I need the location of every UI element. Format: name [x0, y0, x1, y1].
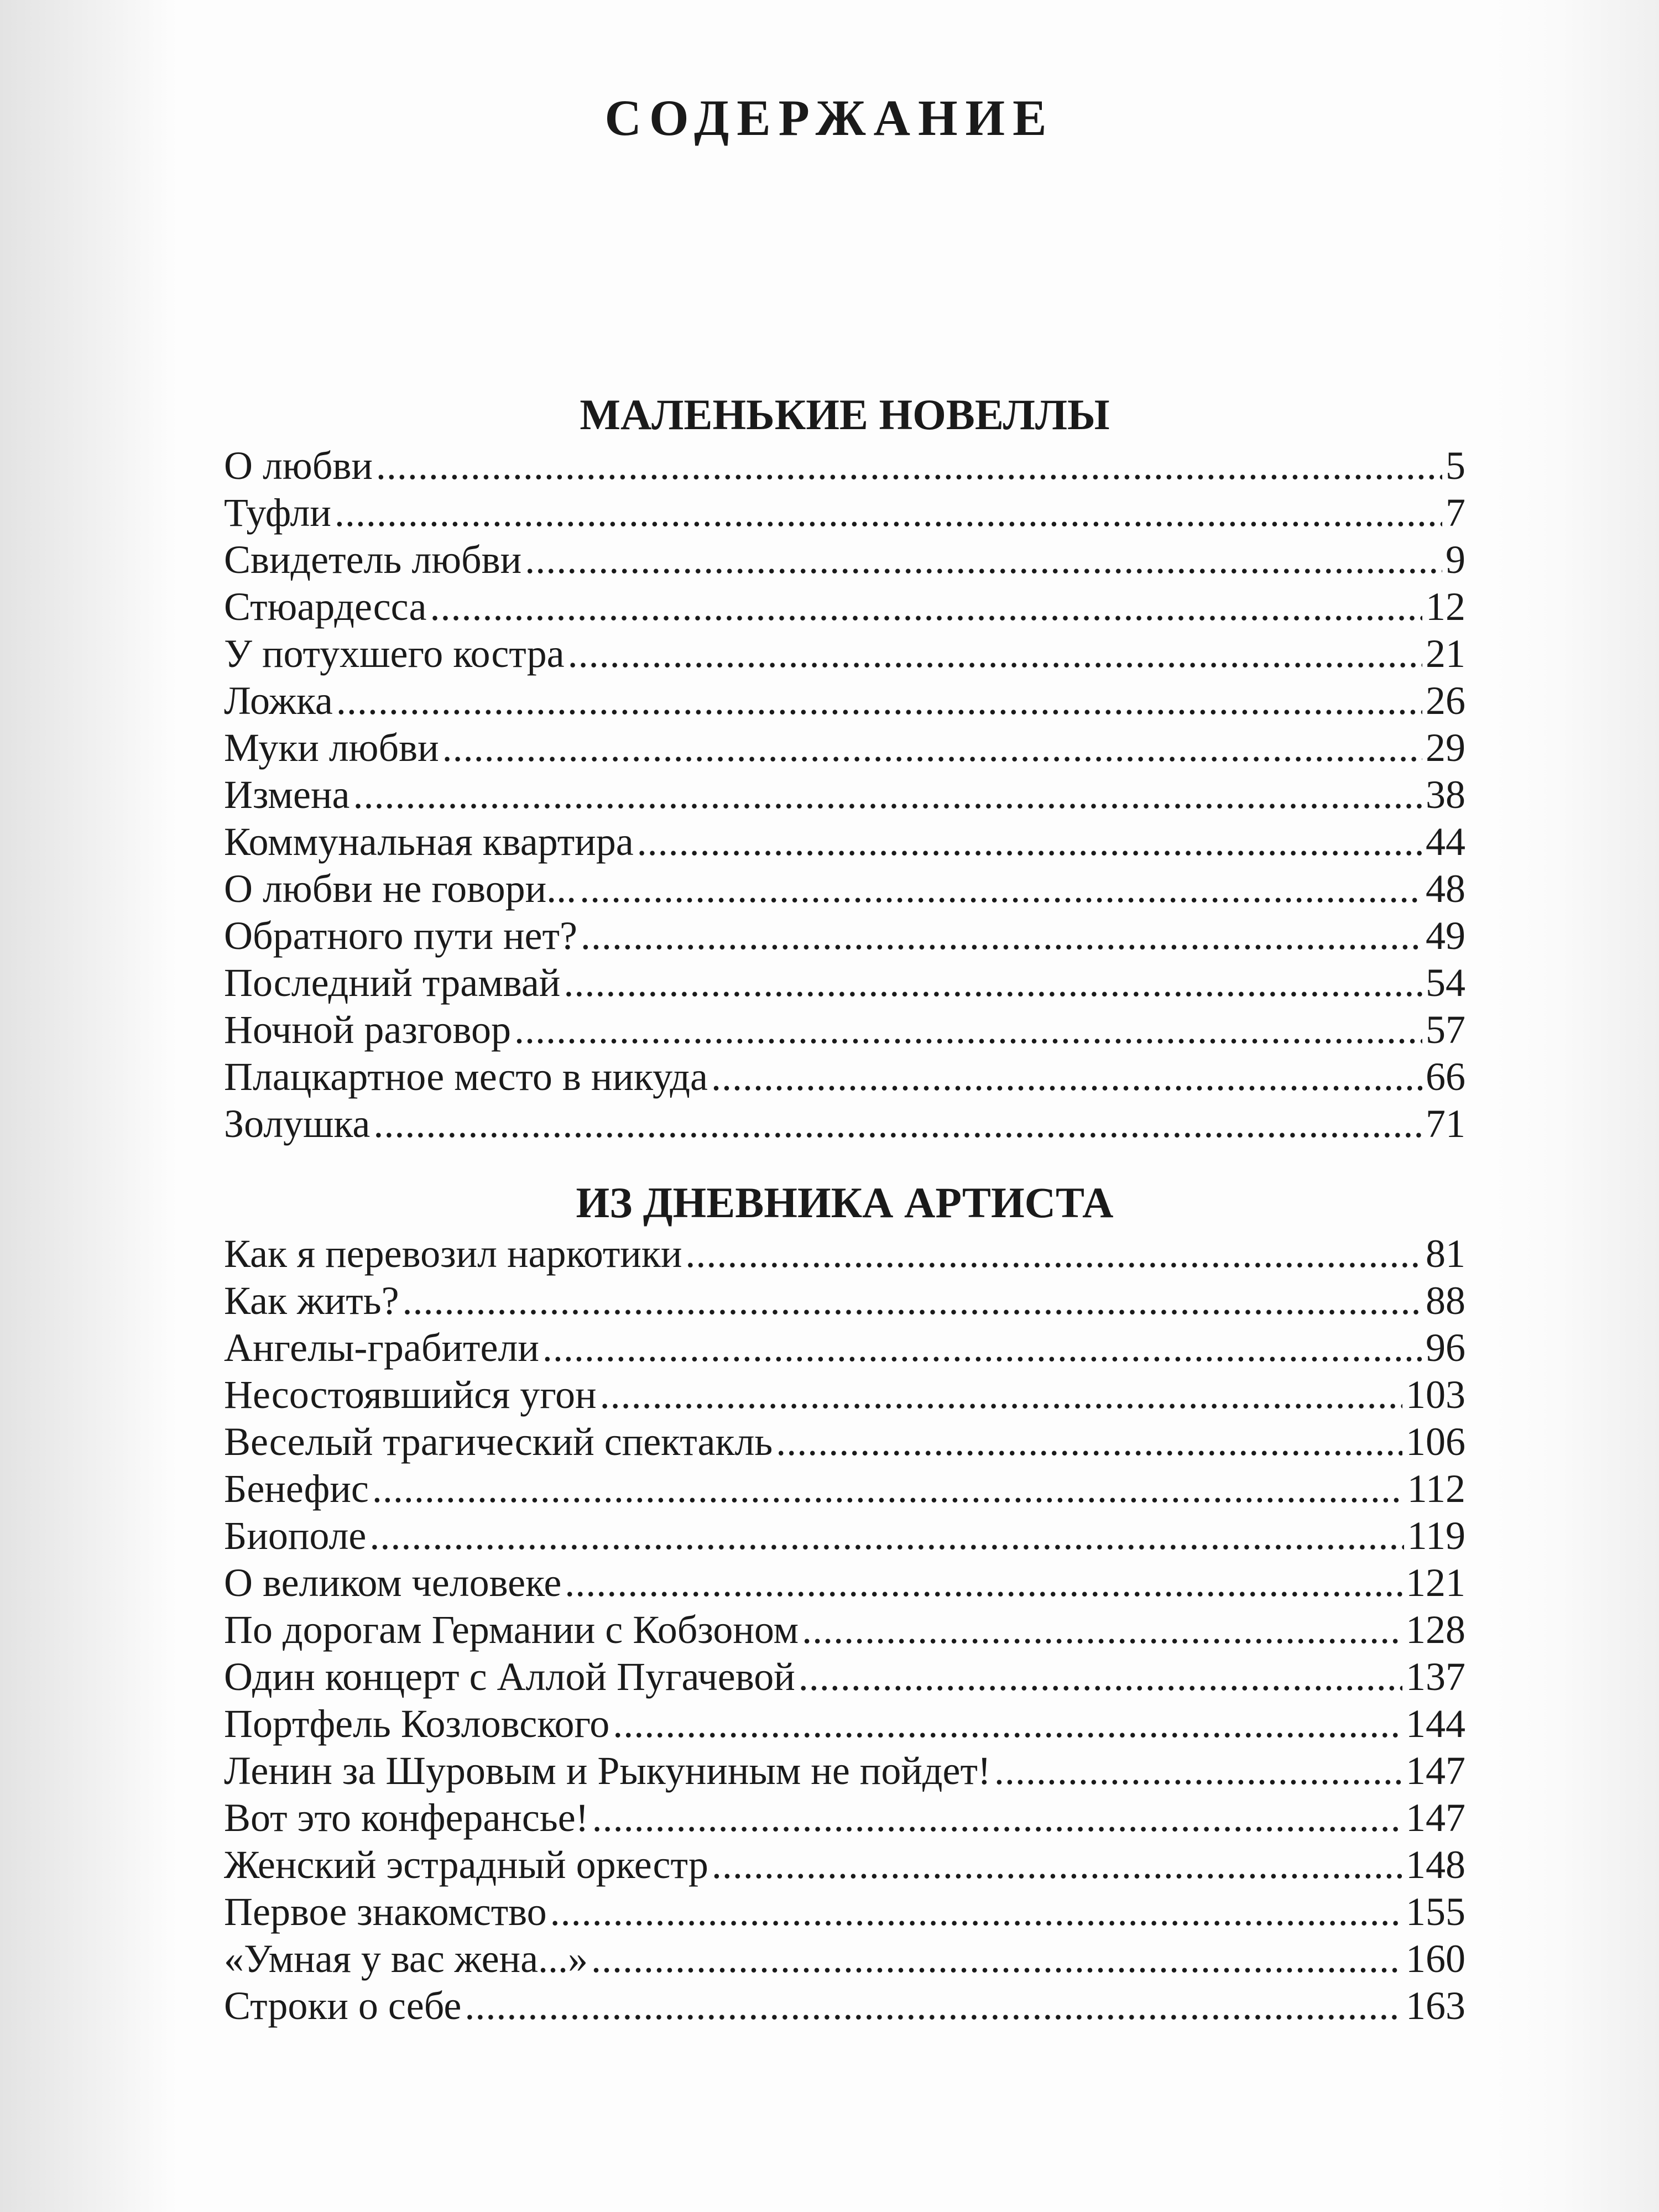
toc-entry-title: «Умная у вас жена...»	[224, 1937, 588, 1981]
toc-entry	[224, 677, 1465, 724]
toc-entry	[224, 818, 1465, 865]
toc-entry-title: Строки о себе	[224, 1984, 462, 2028]
dot-leader	[565, 1559, 1402, 1606]
toc-entry	[224, 1841, 1465, 1888]
toc-entry-page: 66	[1426, 1055, 1465, 1099]
toc-entry	[224, 1277, 1465, 1324]
dot-leader	[353, 771, 1422, 818]
toc-entry-title: Несостоявшийся угон	[224, 1373, 597, 1417]
dot-leader	[580, 865, 1422, 912]
toc-entry-page: 147	[1406, 1749, 1465, 1793]
dot-leader	[336, 677, 1422, 724]
toc-entry-title: Туфли	[224, 491, 331, 535]
dot-leader	[568, 630, 1422, 677]
toc-entry	[224, 1230, 1465, 1277]
toc-entry-title: О любви не говори...	[224, 867, 577, 911]
toc-entry-title: Ленин за Шуровым и Рыкуниным не пойдет!	[224, 1749, 991, 1793]
toc-entry-page: 163	[1406, 1984, 1465, 2028]
toc-entry-page: 38	[1426, 773, 1465, 817]
toc-entry-page: 106	[1406, 1420, 1465, 1464]
toc-entry-title: Женский эстрадный оркестр	[224, 1843, 708, 1887]
toc-entry-title: Измена	[224, 773, 350, 817]
toc-entry	[224, 630, 1465, 677]
toc-entry	[224, 912, 1465, 959]
toc-entry-page: 103	[1406, 1373, 1465, 1417]
dot-leader	[776, 1418, 1402, 1465]
dot-leader	[591, 1936, 1402, 1983]
toc-entry	[224, 1936, 1465, 1983]
dot-leader	[372, 1465, 1404, 1512]
toc-entry-page: 147	[1406, 1796, 1465, 1840]
dot-leader	[514, 1006, 1422, 1053]
toc-entry	[224, 1700, 1465, 1747]
dot-leader	[712, 1841, 1402, 1888]
toc-entry-page: 160	[1406, 1937, 1465, 1981]
toc-entry	[224, 1747, 1465, 1794]
section-heading: МАЛЕНЬКИЕ НОВЕЛЛЫ	[580, 390, 1110, 439]
toc-entry-title: О любви	[224, 444, 373, 488]
dot-leader	[442, 724, 1422, 771]
dot-leader	[525, 536, 1442, 583]
toc-entry	[224, 1371, 1465, 1418]
dot-leader	[711, 1053, 1422, 1100]
dot-leader	[430, 583, 1422, 630]
toc-entry	[224, 724, 1465, 771]
toc-entry	[224, 1888, 1465, 1936]
toc-entry	[224, 1324, 1465, 1371]
toc-entry-page: 9	[1446, 538, 1465, 582]
toc-entry-page: 21	[1426, 632, 1465, 676]
toc-entry-page: 71	[1426, 1102, 1465, 1146]
dot-leader	[802, 1606, 1402, 1653]
toc-entry-page: 148	[1406, 1843, 1465, 1887]
toc-entry	[224, 1606, 1465, 1653]
toc-entry-page: 7	[1446, 491, 1465, 535]
toc-entry-title: Ложка	[224, 679, 333, 723]
toc-entry	[224, 1983, 1465, 2030]
toc-entry-page: 121	[1406, 1561, 1465, 1605]
toc-entry	[224, 489, 1465, 536]
toc-entry-page: 48	[1426, 867, 1465, 911]
toc-entry-page: 57	[1426, 1008, 1465, 1052]
toc-entry-title: Биополе	[224, 1514, 367, 1558]
page-title: СОДЕРЖАНИЕ	[604, 90, 1055, 146]
toc-entry-page: 5	[1446, 444, 1465, 488]
dot-leader	[799, 1653, 1402, 1700]
toc-entry	[224, 442, 1465, 489]
dot-leader	[542, 1324, 1422, 1371]
dot-leader	[613, 1700, 1402, 1747]
toc-entry-page: 29	[1426, 726, 1465, 770]
dot-leader	[550, 1888, 1402, 1936]
toc-entry-page: 54	[1426, 961, 1465, 1005]
dot-leader	[592, 1794, 1402, 1841]
toc-entry-page: 96	[1426, 1326, 1465, 1370]
toc-entry-page: 112	[1407, 1467, 1465, 1511]
dot-leader	[465, 1983, 1402, 2030]
dot-leader	[373, 1100, 1422, 1147]
toc-entry-title: Как жить?	[224, 1279, 399, 1323]
dot-leader	[600, 1371, 1402, 1418]
toc-entry-page: 81	[1426, 1232, 1465, 1276]
toc-entry	[224, 1053, 1465, 1100]
toc-entry-title: О великом человеке	[224, 1561, 562, 1605]
toc-section-artist-diary	[224, 1175, 1465, 2030]
dot-leader	[403, 1277, 1422, 1324]
toc-entry	[224, 1653, 1465, 1700]
dot-leader	[564, 959, 1422, 1006]
toc-entry	[224, 1559, 1465, 1606]
toc-entry-page: 144	[1406, 1702, 1465, 1746]
toc-entry	[224, 1465, 1465, 1512]
toc-entry-page: 119	[1407, 1514, 1465, 1558]
toc-entry	[224, 771, 1465, 818]
toc-entry-title: Как я перевозил наркотики	[224, 1232, 682, 1276]
dot-leader	[376, 442, 1442, 489]
toc-entry	[224, 865, 1465, 912]
toc-entry-title: Один концерт с Аллой Пугачевой	[224, 1655, 795, 1699]
toc-entry-title: Первое знакомство	[224, 1890, 547, 1934]
toc-entry	[224, 1512, 1465, 1559]
toc-section-short-novels	[224, 387, 1465, 1147]
toc-entry-title: Веселый трагический спектакль	[224, 1420, 773, 1464]
dot-leader	[581, 912, 1422, 959]
toc-entry-page: 155	[1406, 1890, 1465, 1934]
toc-entry-title: Стюардесса	[224, 585, 427, 629]
toc-entry	[224, 536, 1465, 583]
toc-entry-title: У потухшего костра	[224, 632, 565, 676]
toc-entry-title: Ангелы-грабители	[224, 1326, 539, 1370]
toc-entry-title: Плацкартное место в никуда	[224, 1055, 708, 1099]
toc-entry-title: Портфель Козловского	[224, 1702, 610, 1746]
toc-entry-page: 128	[1406, 1608, 1465, 1652]
toc-entry-title: Муки любви	[224, 726, 439, 770]
toc-entry-title: Ночной разговор	[224, 1008, 512, 1052]
toc-entry-page: 137	[1406, 1655, 1465, 1699]
toc-entry-title: Последний трамвай	[224, 961, 561, 1005]
toc-entry-page: 44	[1426, 820, 1465, 864]
dot-leader	[685, 1230, 1422, 1277]
toc-entry-title: Коммунальная квартира	[224, 820, 634, 864]
dot-leader	[335, 489, 1442, 536]
dot-leader	[994, 1747, 1402, 1794]
toc-entry-title: Вот это конферансье!	[224, 1796, 589, 1840]
toc-entry	[224, 1418, 1465, 1465]
toc-entry-page: 49	[1426, 914, 1465, 958]
toc-entry	[224, 1006, 1465, 1053]
toc-entry	[224, 959, 1465, 1006]
toc-entry-title: Свидетель любви	[224, 538, 522, 582]
toc-entry	[224, 1794, 1465, 1841]
page-shadow-left	[0, 0, 177, 2212]
dot-leader	[369, 1512, 1404, 1559]
toc-entry-page: 26	[1426, 679, 1465, 723]
page-shadow-right	[1493, 0, 1659, 2212]
toc-entry	[224, 583, 1465, 630]
toc-entry-title: По дорогам Германии с Кобзоном	[224, 1608, 799, 1652]
toc-entry-page: 88	[1426, 1279, 1465, 1323]
toc-entry-title: Золушка	[224, 1102, 371, 1146]
toc-entry-page: 12	[1426, 585, 1465, 629]
dot-leader	[637, 818, 1422, 865]
toc-entry	[224, 1100, 1465, 1147]
section-heading: ИЗ ДНЕВНИКА АРТИСТА	[576, 1178, 1114, 1227]
toc-entry-title: Обратного пути нет?	[224, 914, 577, 958]
toc-entry-title: Бенефис	[224, 1467, 369, 1511]
